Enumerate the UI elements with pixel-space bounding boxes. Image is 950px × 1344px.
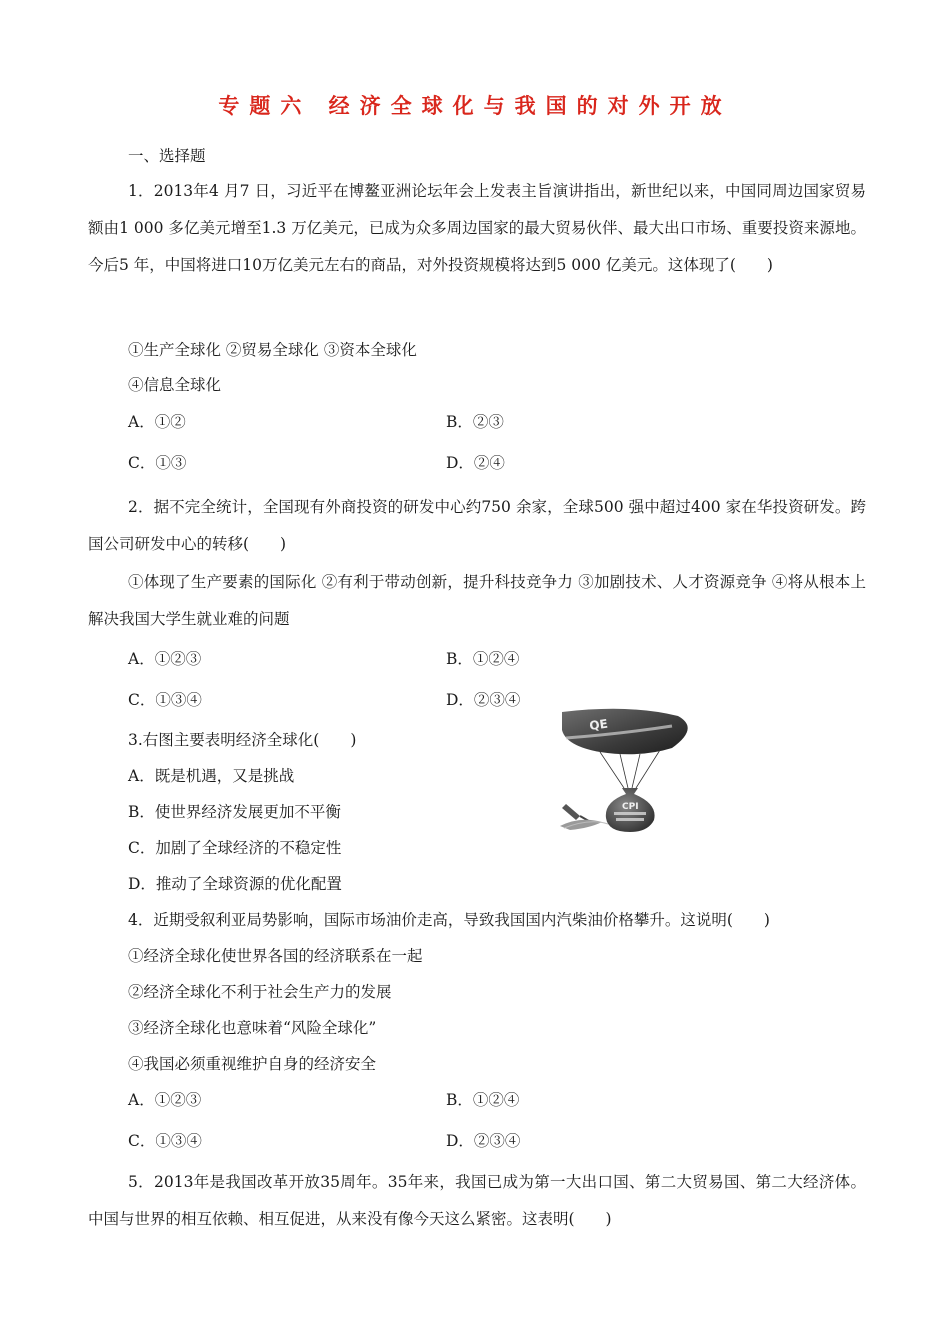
question-4-option-2: ②经济全球化不利于社会生产力的发展 (128, 983, 392, 1001)
cartoon-figure (560, 708, 710, 833)
question-4-choice-b: B．①②④ (446, 1091, 520, 1109)
question-4-choice-d: D．②③④ (446, 1132, 521, 1150)
question-3-choice-b: B．使世界经济发展更加不平衡 (128, 803, 341, 821)
question-2-options: ①体现了生产要素的国际化 ②有利于带动创新，提升科技竞争力 ③加剧技术、人才资源竞争 ④将从根本上解决我国大学生就业难的问题 (88, 573, 866, 628)
question-1-choice-d: D．②④ (446, 454, 505, 472)
question-4-option-4: ④我国必须重视维护自身的经济安全 (128, 1055, 377, 1073)
question-4-stem: 4．近期受叙利亚局势影响，国际市场油价走高，导致我国国内汽柴油价格攀升。这说明( ) (128, 911, 770, 929)
question-4-option-1: ①经济全球化使世界各国的经济联系在一起 (128, 947, 423, 965)
question-3-choice-c: C．加剧了全球经济的不稳定性 (128, 839, 342, 857)
question-5-stem: 5．2013年是我国改革开放35周年。35年来，我国已成为第一大出口国、第二大贸易国、第二大经济体。中国与世界的相互依赖、相互促进，从来没有像今天这么紧密。这表明( ) (88, 1173, 866, 1228)
question-4-choice-c: C．①③④ (128, 1132, 202, 1150)
balloon-label: QE (588, 716, 609, 733)
question-1-choice-b: B．②③ (446, 413, 504, 431)
question-1-stem: 1．2013年4 月7 日，习近平在博鳌亚洲论坛年会上发表主旨演讲指出，新世纪以来，中国同周边国家贸易额由1 000 多亿美元增至1.3 万亿美元，已成为众多周边国家的最大贸易伙伴、最大出口市场、重要投资来源地。今后5 年，中国将进口10万亿美元左右的商品，对外投资规模将达到5 000 亿美元。这体现了( ) (88, 182, 866, 274)
question-3-choice-d: D．推动了全球资源的优化配置 (128, 875, 342, 893)
question-2-stem: 2．据不完全统计，全国现有外商投资的研发中心约750 余家，全球500 强中超过400 家在华投资研发。跨国公司研发中心的转移( ) (88, 498, 866, 553)
question-1-choice-c: C．①③ (128, 454, 187, 472)
question-3-choice-a: A．既是机遇，又是挑战 (128, 767, 295, 785)
question-1-options-line1: ①生产全球化 ②贸易全球化 ③资本全球化 (128, 341, 417, 359)
question-1-choice-a: A．①② (128, 413, 186, 431)
bag-label: CPI (622, 802, 639, 812)
question-3-stem: 3.右图主要表明经济全球化( ) (128, 731, 357, 749)
question-4-choice-a: A．①②③ (128, 1091, 202, 1109)
question-4-option-3: ③经济全球化也意味着“风险全球化” (128, 1019, 377, 1037)
question-1-options-line2: ④信息全球化 (128, 376, 222, 394)
question-2-choice-c: C．①③④ (128, 691, 202, 709)
question-2-choice-b: B．①②④ (446, 650, 520, 668)
question-2-choice-d: D．②③④ (446, 691, 521, 709)
question-2-choice-a: A．①②③ (128, 650, 202, 668)
page-title: 专题六 经济全球化与我国的对外开放 (218, 94, 732, 118)
section-heading: 一、选择题 (128, 147, 206, 165)
